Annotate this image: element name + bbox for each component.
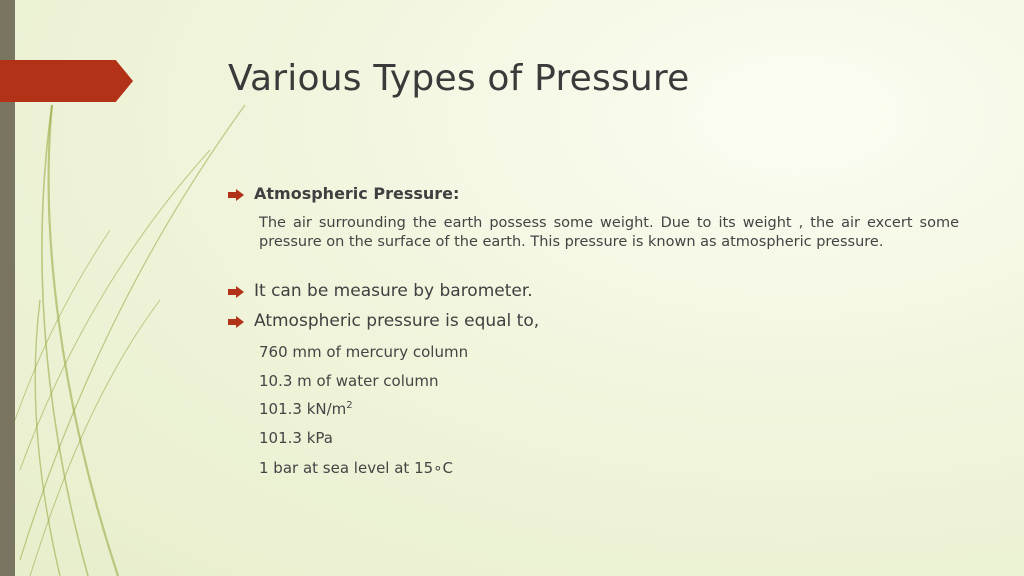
bullet-text: It can be measure by barometer. [254, 281, 533, 301]
superscript: 2 [346, 400, 353, 411]
slide-title: Various Types of Pressure [228, 58, 690, 99]
bullet-item [228, 311, 539, 331]
bullet-text: Atmospheric pressure is equal to, [254, 311, 540, 331]
arrow-right-bullet-icon [228, 286, 244, 298]
value-text: 101.3 kN/m [259, 400, 347, 418]
value-item: 10.3 m of water column [259, 372, 439, 390]
value-item: 101.3 kPa [259, 429, 333, 447]
bullet-item [228, 281, 533, 301]
description-paragraph: The air surrounding the earth possess some weight. Due to its weight , the air excert some pressure on the surface of the earth. This pressure is known as atmospheric pressure. [259, 215, 959, 250]
value-item [259, 400, 353, 418]
value-item: 760 mm of mercury column [259, 343, 469, 361]
value-item: 1 bar at sea level at 15∘C [259, 459, 454, 477]
arrow-right-bullet-icon [228, 189, 244, 201]
section-heading: Atmospheric Pressure: [254, 184, 460, 203]
bullet-atmospheric-heading [228, 184, 459, 203]
arrow-right-bullet-icon [228, 316, 244, 328]
